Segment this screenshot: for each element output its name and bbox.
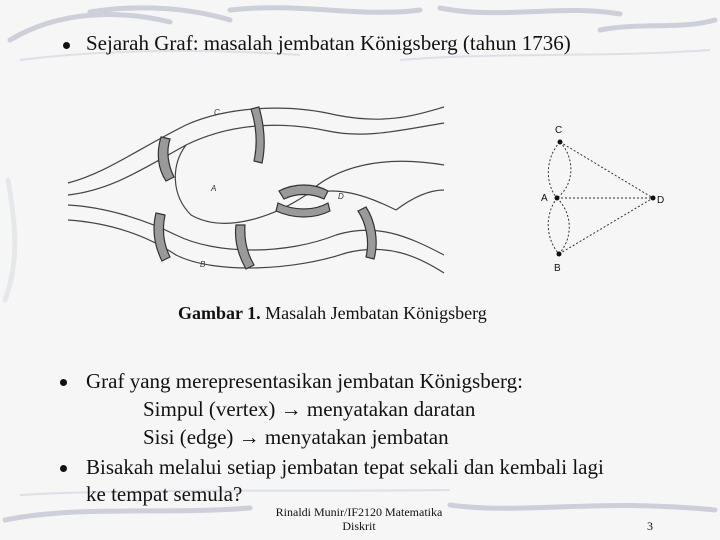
graph-vertex-d [651,196,656,201]
bullet-1-line-3: Sisi (edge) → menyatakan jembatan [143,425,449,449]
map-label-c: C [214,108,220,117]
graph-vertex-b [557,252,562,257]
graph-label-c: C [555,125,563,136]
bullet-dot [60,379,67,386]
footer-author: Rinaldi Munir/IF2120 Matematika [275,505,443,519]
page-number: 3 [647,519,653,533]
bullet-1-line-2: Simpul (vertex) → menyatakan daratan [143,397,476,421]
bullet-2-line-1: Bisakah melalui setiap jembatan tepat sekali dan kembali lagi [86,455,604,479]
bullet-dot [63,42,70,49]
bullet-dot [60,465,67,472]
figure-caption [178,303,487,324]
graph-vertex-a [555,196,560,201]
graph-label-d: D [657,195,665,206]
konigsberg-graph-figure [535,118,675,278]
graph-vertex-c [558,140,563,145]
slide-title: Sejarah Graf: masalah jembatan Königsberg (tahun 1736) [86,31,571,55]
konigsberg-map-figure [66,95,446,280]
map-label-d: D [338,192,344,201]
bullet-2-line-2: ke tempat semula? [86,482,243,506]
bullet-1-line-1: Graf yang merepresentasikan jembatan Königsberg: [86,369,523,393]
graph-label-b: B [554,263,561,274]
graph-label-a: A [541,193,548,204]
footer-course: Diskrit [342,519,376,533]
map-label-b: B [200,260,206,269]
caption-label: Gambar 1. [178,303,261,323]
caption-text: Masalah Jembatan Königsberg [260,303,487,323]
map-label-a: A [211,184,217,193]
